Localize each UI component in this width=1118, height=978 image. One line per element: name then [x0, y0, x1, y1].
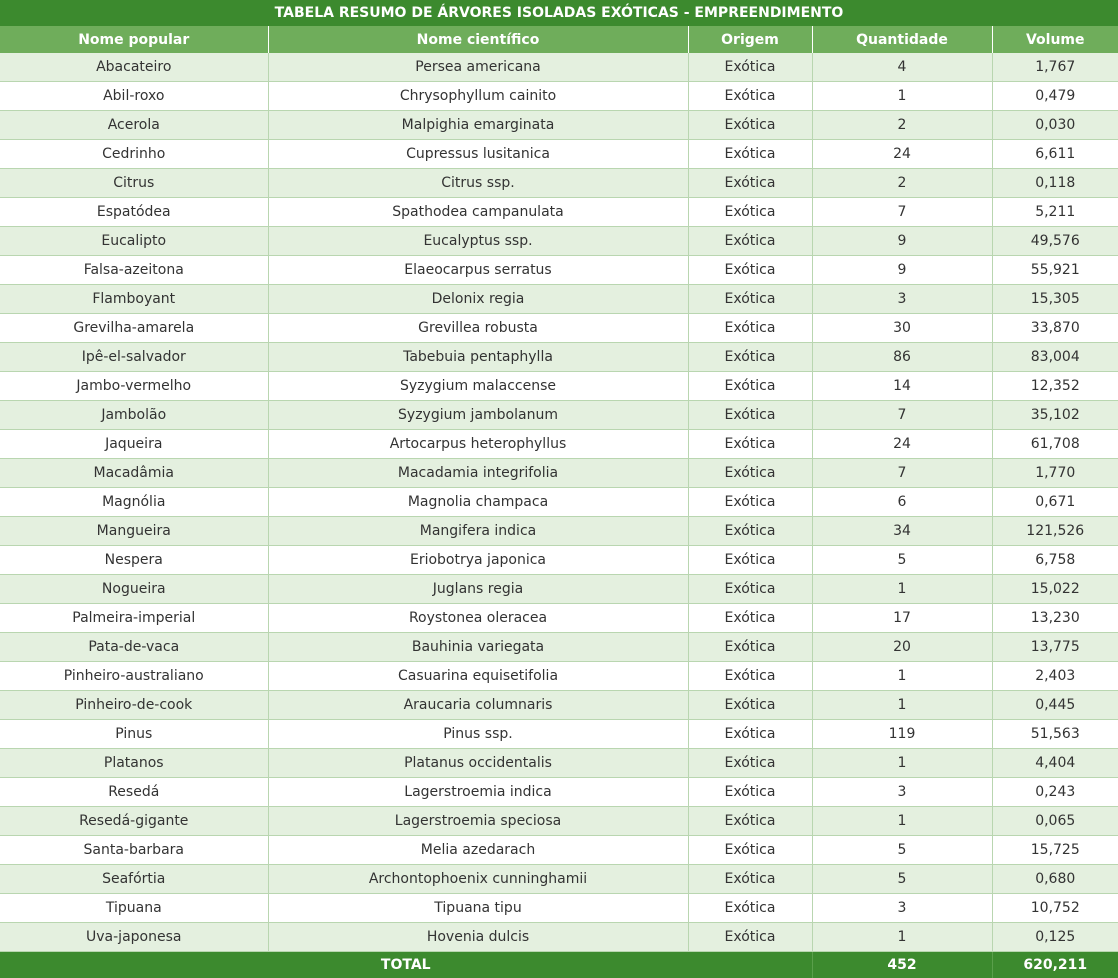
cell-nome-cientifico: Persea americana — [268, 53, 688, 82]
table-row — [0, 546, 1118, 575]
header-nome-popular: Nome popular — [0, 26, 268, 53]
cell-nome-popular: Palmeira-imperial — [0, 604, 268, 633]
cell-nome-cientifico: Mangifera indica — [268, 517, 688, 546]
table-row — [0, 430, 1118, 459]
cell-nome-popular: Nogueira — [0, 575, 268, 604]
cell-nome-cientifico: Juglans regia — [268, 575, 688, 604]
cell-origem: Exótica — [688, 343, 812, 372]
cell-nome-popular: Abil-roxo — [0, 82, 268, 111]
cell-origem: Exótica — [688, 488, 812, 517]
cell-quantidade: 119 — [812, 720, 992, 749]
total-volume: 620,211 — [992, 952, 1118, 978]
cell-volume: 12,352 — [992, 372, 1118, 401]
cell-nome-popular: Falsa-azeitona — [0, 256, 268, 285]
cell-quantidade: 14 — [812, 372, 992, 401]
cell-nome-popular: Flamboyant — [0, 285, 268, 314]
cell-nome-cientifico: Elaeocarpus serratus — [268, 256, 688, 285]
cell-volume: 15,305 — [992, 285, 1118, 314]
cell-origem: Exótica — [688, 894, 812, 923]
cell-nome-popular: Platanos — [0, 749, 268, 778]
cell-volume: 0,243 — [992, 778, 1118, 807]
cell-volume: 0,445 — [992, 691, 1118, 720]
cell-quantidade: 5 — [812, 546, 992, 575]
cell-volume: 121,526 — [992, 517, 1118, 546]
cell-volume: 49,576 — [992, 227, 1118, 256]
cell-nome-popular: Abacateiro — [0, 53, 268, 82]
cell-volume: 13,230 — [992, 604, 1118, 633]
cell-volume: 4,404 — [992, 749, 1118, 778]
cell-volume: 0,671 — [992, 488, 1118, 517]
cell-nome-cientifico: Tabebuia pentaphylla — [268, 343, 688, 372]
table-row — [0, 778, 1118, 807]
cell-nome-cientifico: Roystonea oleracea — [268, 604, 688, 633]
cell-volume: 15,725 — [992, 836, 1118, 865]
cell-quantidade: 7 — [812, 198, 992, 227]
cell-nome-cientifico: Citrus ssp. — [268, 169, 688, 198]
table-row — [0, 82, 1118, 111]
table-row — [0, 720, 1118, 749]
cell-nome-popular: Pinheiro-australiano — [0, 662, 268, 691]
cell-origem: Exótica — [688, 807, 812, 836]
cell-nome-cientifico: Magnolia champaca — [268, 488, 688, 517]
cell-nome-cientifico: Platanus occidentalis — [268, 749, 688, 778]
exotic-trees-table — [0, 26, 1118, 978]
cell-origem: Exótica — [688, 140, 812, 169]
total-row — [0, 952, 1118, 978]
table-row — [0, 575, 1118, 604]
cell-nome-popular: Jaqueira — [0, 430, 268, 459]
cell-quantidade: 24 — [812, 430, 992, 459]
cell-nome-cientifico: Chrysophyllum cainito — [268, 82, 688, 111]
cell-quantidade: 30 — [812, 314, 992, 343]
table-row — [0, 488, 1118, 517]
table-row — [0, 140, 1118, 169]
cell-volume: 6,611 — [992, 140, 1118, 169]
table-row — [0, 662, 1118, 691]
cell-origem: Exótica — [688, 633, 812, 662]
cell-quantidade: 1 — [812, 749, 992, 778]
cell-origem: Exótica — [688, 111, 812, 140]
cell-nome-cientifico: Syzygium jambolanum — [268, 401, 688, 430]
cell-volume: 5,211 — [992, 198, 1118, 227]
cell-nome-cientifico: Artocarpus heterophyllus — [268, 430, 688, 459]
cell-nome-cientifico: Bauhinia variegata — [268, 633, 688, 662]
table-row — [0, 604, 1118, 633]
table-row — [0, 111, 1118, 140]
cell-nome-cientifico: Archontophoenix cunninghamii — [268, 865, 688, 894]
cell-volume: 0,680 — [992, 865, 1118, 894]
cell-origem: Exótica — [688, 720, 812, 749]
cell-origem: Exótica — [688, 575, 812, 604]
cell-volume: 1,770 — [992, 459, 1118, 488]
cell-origem: Exótica — [688, 546, 812, 575]
cell-quantidade: 86 — [812, 343, 992, 372]
table-row — [0, 343, 1118, 372]
cell-nome-popular: Resedá-gigante — [0, 807, 268, 836]
cell-quantidade: 17 — [812, 604, 992, 633]
table-title: TABELA RESUMO DE ÁRVORES ISOLADAS EXÓTICAS - EMPREENDIMENTO — [0, 0, 1118, 26]
table-row — [0, 633, 1118, 662]
cell-quantidade: 1 — [812, 575, 992, 604]
cell-origem: Exótica — [688, 517, 812, 546]
header-nome-cientifico: Nome científico — [268, 26, 688, 53]
cell-quantidade: 9 — [812, 227, 992, 256]
cell-volume: 6,758 — [992, 546, 1118, 575]
table-row — [0, 53, 1118, 82]
table-body — [0, 53, 1118, 952]
cell-quantidade: 1 — [812, 82, 992, 111]
cell-nome-cientifico: Eriobotrya japonica — [268, 546, 688, 575]
cell-nome-popular: Uva-japonesa — [0, 923, 268, 952]
cell-quantidade: 2 — [812, 111, 992, 140]
cell-origem: Exótica — [688, 691, 812, 720]
cell-nome-popular: Eucalipto — [0, 227, 268, 256]
table-row — [0, 749, 1118, 778]
cell-nome-popular: Citrus — [0, 169, 268, 198]
cell-volume: 2,403 — [992, 662, 1118, 691]
header-origem: Origem — [688, 26, 812, 53]
cell-nome-popular: Macadâmia — [0, 459, 268, 488]
cell-volume: 13,775 — [992, 633, 1118, 662]
cell-nome-cientifico: Macadamia integrifolia — [268, 459, 688, 488]
cell-quantidade: 3 — [812, 778, 992, 807]
cell-nome-cientifico: Pinus ssp. — [268, 720, 688, 749]
cell-quantidade: 1 — [812, 807, 992, 836]
table-row — [0, 198, 1118, 227]
header-volume: Volume — [992, 26, 1118, 53]
cell-quantidade: 7 — [812, 401, 992, 430]
cell-volume: 51,563 — [992, 720, 1118, 749]
cell-volume: 83,004 — [992, 343, 1118, 372]
cell-origem: Exótica — [688, 662, 812, 691]
cell-nome-cientifico: Delonix regia — [268, 285, 688, 314]
cell-volume: 0,065 — [992, 807, 1118, 836]
cell-nome-popular: Ipê-el-salvador — [0, 343, 268, 372]
table-row — [0, 807, 1118, 836]
table-row — [0, 227, 1118, 256]
cell-volume: 10,752 — [992, 894, 1118, 923]
cell-nome-cientifico: Araucaria columnaris — [268, 691, 688, 720]
cell-origem: Exótica — [688, 53, 812, 82]
cell-nome-popular: Acerola — [0, 111, 268, 140]
cell-quantidade: 5 — [812, 836, 992, 865]
cell-origem: Exótica — [688, 198, 812, 227]
cell-nome-cientifico: Grevillea robusta — [268, 314, 688, 343]
cell-origem: Exótica — [688, 604, 812, 633]
cell-nome-cientifico: Lagerstroemia indica — [268, 778, 688, 807]
cell-nome-popular: Jambo-vermelho — [0, 372, 268, 401]
cell-volume: 0,479 — [992, 82, 1118, 111]
table-row — [0, 517, 1118, 546]
cell-origem: Exótica — [688, 836, 812, 865]
cell-quantidade: 4 — [812, 53, 992, 82]
cell-nome-popular: Magnólia — [0, 488, 268, 517]
cell-nome-popular: Mangueira — [0, 517, 268, 546]
table-row — [0, 865, 1118, 894]
table-row — [0, 169, 1118, 198]
cell-nome-popular: Pinus — [0, 720, 268, 749]
cell-quantidade: 9 — [812, 256, 992, 285]
cell-nome-popular: Seafórtia — [0, 865, 268, 894]
cell-quantidade: 24 — [812, 140, 992, 169]
header-quantidade: Quantidade — [812, 26, 992, 53]
cell-origem: Exótica — [688, 430, 812, 459]
cell-nome-cientifico: Malpighia emarginata — [268, 111, 688, 140]
cell-nome-cientifico: Hovenia dulcis — [268, 923, 688, 952]
cell-volume: 0,118 — [992, 169, 1118, 198]
table-row — [0, 372, 1118, 401]
cell-origem: Exótica — [688, 778, 812, 807]
total-label: TOTAL — [0, 952, 812, 978]
table-row — [0, 923, 1118, 952]
cell-nome-cientifico: Cupressus lusitanica — [268, 140, 688, 169]
cell-volume: 1,767 — [992, 53, 1118, 82]
cell-nome-cientifico: Melia azedarach — [268, 836, 688, 865]
cell-quantidade: 3 — [812, 894, 992, 923]
cell-origem: Exótica — [688, 401, 812, 430]
cell-origem: Exótica — [688, 227, 812, 256]
table-row — [0, 256, 1118, 285]
header-row — [0, 26, 1118, 53]
cell-origem: Exótica — [688, 923, 812, 952]
cell-origem: Exótica — [688, 169, 812, 198]
cell-nome-popular: Tipuana — [0, 894, 268, 923]
cell-nome-popular: Nespera — [0, 546, 268, 575]
cell-nome-cientifico: Spathodea campanulata — [268, 198, 688, 227]
cell-nome-cientifico: Lagerstroemia speciosa — [268, 807, 688, 836]
cell-nome-cientifico: Tipuana tipu — [268, 894, 688, 923]
table-row — [0, 285, 1118, 314]
cell-nome-popular: Santa-barbara — [0, 836, 268, 865]
cell-nome-cientifico: Syzygium malaccense — [268, 372, 688, 401]
table-row — [0, 836, 1118, 865]
cell-quantidade: 3 — [812, 285, 992, 314]
cell-volume: 35,102 — [992, 401, 1118, 430]
total-quantity: 452 — [812, 952, 992, 978]
cell-quantidade: 1 — [812, 923, 992, 952]
cell-nome-popular: Espatódea — [0, 198, 268, 227]
cell-quantidade: 34 — [812, 517, 992, 546]
cell-nome-popular: Pinheiro-de-cook — [0, 691, 268, 720]
cell-nome-popular: Pata-de-vaca — [0, 633, 268, 662]
cell-nome-cientifico: Casuarina equisetifolia — [268, 662, 688, 691]
cell-quantidade: 6 — [812, 488, 992, 517]
cell-origem: Exótica — [688, 256, 812, 285]
cell-nome-cientifico: Eucalyptus ssp. — [268, 227, 688, 256]
cell-quantidade: 1 — [812, 662, 992, 691]
cell-origem: Exótica — [688, 372, 812, 401]
cell-nome-popular: Grevilha-amarela — [0, 314, 268, 343]
cell-origem: Exótica — [688, 865, 812, 894]
cell-origem: Exótica — [688, 285, 812, 314]
table-row — [0, 691, 1118, 720]
table-row — [0, 401, 1118, 430]
cell-volume: 0,030 — [992, 111, 1118, 140]
cell-volume: 33,870 — [992, 314, 1118, 343]
cell-quantidade: 1 — [812, 691, 992, 720]
table-row — [0, 314, 1118, 343]
cell-origem: Exótica — [688, 82, 812, 111]
cell-origem: Exótica — [688, 459, 812, 488]
cell-origem: Exótica — [688, 314, 812, 343]
cell-volume: 61,708 — [992, 430, 1118, 459]
table-row — [0, 459, 1118, 488]
cell-quantidade: 7 — [812, 459, 992, 488]
cell-quantidade: 20 — [812, 633, 992, 662]
cell-nome-popular: Cedrinho — [0, 140, 268, 169]
cell-volume: 0,125 — [992, 923, 1118, 952]
cell-origem: Exótica — [688, 749, 812, 778]
cell-nome-popular: Resedá — [0, 778, 268, 807]
cell-nome-popular: Jambolão — [0, 401, 268, 430]
table-row — [0, 894, 1118, 923]
cell-quantidade: 2 — [812, 169, 992, 198]
cell-volume: 55,921 — [992, 256, 1118, 285]
cell-volume: 15,022 — [992, 575, 1118, 604]
cell-quantidade: 5 — [812, 865, 992, 894]
